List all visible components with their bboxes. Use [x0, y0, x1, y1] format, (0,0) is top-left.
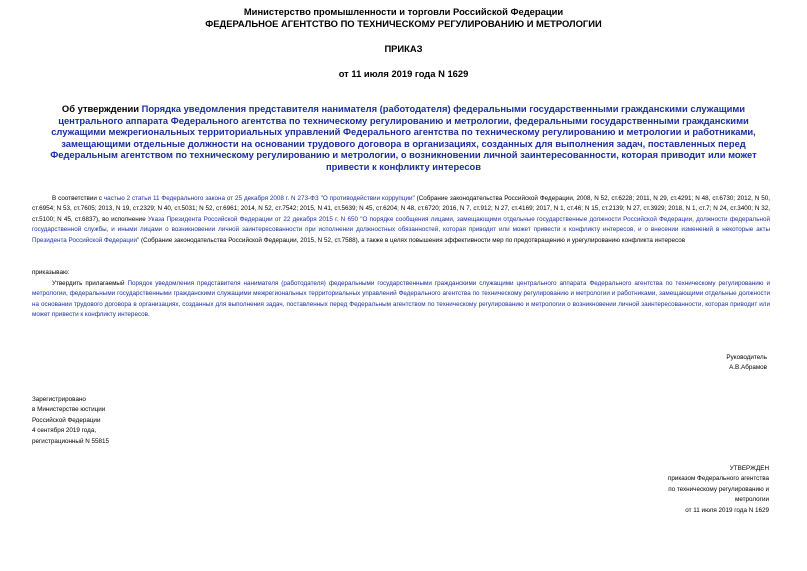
approved-line-2: приказом Федерального агентства: [667, 475, 769, 483]
approved-procedure-link[interactable]: Порядок уведомления представителя нанимателя (работодателя) федеральными государственными гражданскими служащими центрального аппарата Федерального агентства по техническому регулированию и метрологии, федеральными государственными гражданскими служащими межрегиональных территориальных управлений Федерального агентства по техническому регулированию и метрологии и работниками, замещающими отдельные должности на основании трудового договора в организациях, созданных для выполнения задач, поставленных перед Федеральным агентством по техническому регулированию и метрологии о возникновении личной заинтересованности, которая приводит или может привести к конфликту интересов.: [32, 280, 771, 319]
preamble-text-3: (Собрание законодательства Российской Федерации, 2015, N 52, ст.7588), а также в целях повышения эффективности мер по предотвращению и урегулированию конфликта интересов: [139, 236, 686, 244]
preamble-text-2: (Собрание законодательства Российской Федерации, 2008, N 52, ст.6228; 2011, N 29, ст.4291; N 48, ст.6730; 2012, N 50, ст.6954; N 53, ст.7605; 2013, N 19, ст.2329; N 40, ст.5031; N 52, ст.6961; 2014, N 52, ст.7542; 2015, N 41, ст.5639; N 45, ст.6204; N 48, ст.6720; 2016, N 7, ст.912; N 27, ст.4169; 2017, N 1, ст.46; N 15, ст.2139; N 27, ст.3929; 2018, N 1, ст.7; N 24, ст.3400; N 32, ст.5100; N 45, ст.6837), во исполнение: [32, 195, 771, 223]
doc-date-heading: от 11 июля 2019 года N 1629: [338, 68, 469, 79]
registration-line-3: Российской Федерации: [32, 416, 101, 424]
preamble-paragraph: [32, 194, 770, 246]
approved-line-5: от 11 июля 2019 года N 1629: [685, 506, 769, 514]
preamble-text-1: В соответствии с: [52, 195, 104, 202]
signature-name: А.В.Абрамов: [729, 364, 767, 372]
ministry-heading: Министерство промышленности и торговли Российской Федерации: [243, 6, 564, 17]
signature-block: [726, 353, 767, 374]
registration-line-4: 4 сентября 2019 года,: [32, 427, 97, 435]
approved-line-3: по техническому регулированию и: [668, 485, 769, 493]
doc-type-heading: ПРИКАЗ: [384, 43, 423, 54]
title-prefix: Об утверждении: [61, 103, 142, 114]
document-title: [45, 103, 762, 173]
agency-heading: ФЕДЕРАЛЬНОЕ АГЕНТСТВО ПО ТЕХНИЧЕСКОМУ РЕГУЛИРОВАНИЮ И МЕТРОЛОГИИ: [205, 18, 602, 29]
approved-line-4: метрологии: [735, 496, 769, 504]
registration-line-1: Зарегистрировано: [32, 396, 86, 403]
registration-line-2: в Министерстве юстиции: [32, 406, 106, 414]
registration-line-5: регистрационный N 55815: [32, 437, 110, 445]
approved-line-1: УТВЕРЖДЕН: [729, 465, 769, 472]
approved-block: [668, 464, 769, 516]
registration-block: [32, 395, 109, 447]
approve-text: Утвердить прилагаемый: [52, 280, 128, 287]
title-procedure-link[interactable]: Порядка уведомления представителя нанимателя (работодателя) федеральными государственными гражданскими служащими центрального аппарата Федерального агентства по техническому регулированию и метрологии, федеральными государственными гражданскими служащими межрегиональных территориальных управлений Федерального агентства по техническому регулированию и метрологии и работниками, замещающими отдельные должности на основании трудового договора в организациях, созданных для выполнения задач, поставленных перед Федеральным агентством по техническому регулированию и метрологии, о возникновении личной заинтересованности, которая приводит или может привести к конфликту интересов: [50, 103, 757, 172]
president-decree-link[interactable]: Указа Президента Российской Федерации от 22 декабря 2015 г. N 650 "О порядке сообщения лицами, замещающими отдельные государственные должности Российской Федерации, должности федеральной государственной службы, и иными лицами о возникновении личной заинтересованности при исполнении должностных обязанностей, которая приводит или может привести к конфликту интересов, и о внесении изменений в некоторые акты Президента Российской Федерации": [32, 215, 770, 244]
order-word: приказываю:: [32, 269, 70, 276]
approve-paragraph: [32, 279, 770, 321]
signature-role: Руководитель: [726, 354, 767, 361]
anticorruption-law-link[interactable]: частью 2 статьи 11 Федерального закона от 25 декабря 2008 г. N 273-ФЗ "О противодействии коррупции": [103, 195, 415, 202]
